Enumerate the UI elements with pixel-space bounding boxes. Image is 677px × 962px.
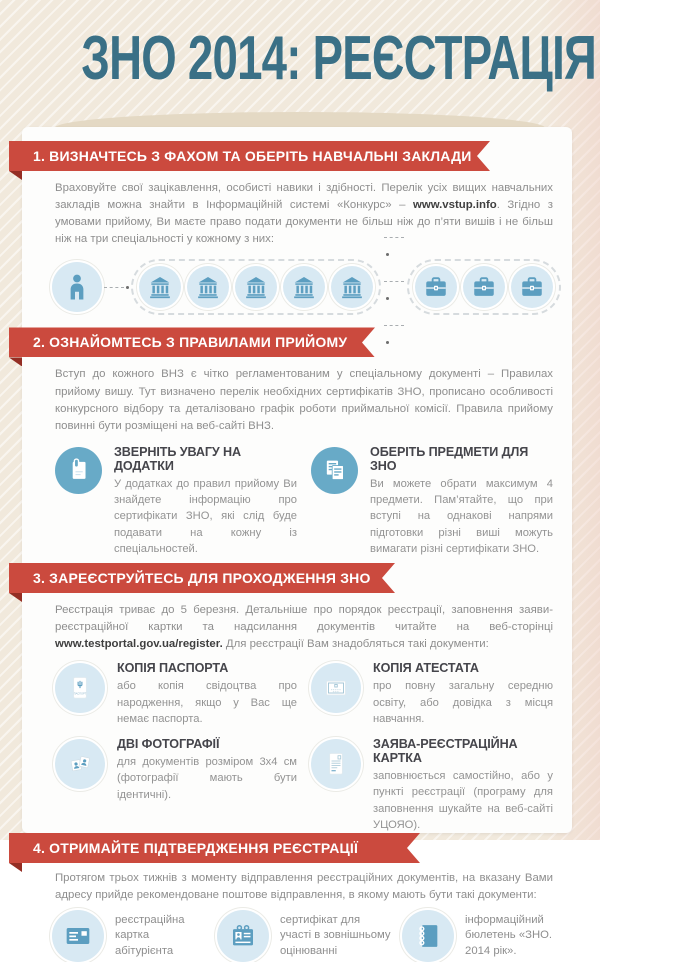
tip-text: Ви можете обрати максимум 4 предмети. Пам’ятайте, що при вступі на однакові напрями підготовки різні виші можуть вимагати різні сертифікати ЗНО.: [370, 477, 553, 555]
registration-card-icon: [62, 920, 94, 952]
document-text: для документів розміром 3х4 см (фотографії мають бути ідентичні).: [117, 756, 297, 801]
dashed-line-row: [384, 313, 404, 349]
document-item: [55, 661, 297, 727]
section-4-paragraph: Протягом трьох тижнів з моменту відправлення реєстраційних документів, на вказану Вами адресу прийде рекомендоване поштове відправлення, в якому мають бути такі документи:: [55, 872, 553, 902]
application-form-icon: [321, 749, 351, 779]
document-title: ЗАЯВА-РЕЄСТРАЦІЙНА КАРТКА: [373, 737, 518, 766]
required-documents: [55, 661, 553, 833]
document-item: [311, 661, 553, 727]
section-2-ribbon: [9, 327, 375, 357]
document-title: КОПІЯ ПАСПОРТА: [117, 661, 229, 676]
university-icon: [339, 274, 365, 300]
section-1-paragraph: [55, 180, 553, 248]
document-icon-circle: [311, 739, 361, 789]
dashed-line: [384, 281, 404, 282]
person-icon: [62, 272, 92, 302]
applicant-circle: [52, 262, 102, 312]
page-title-text: ЗНО 2014: РЕЄСТРАЦІЯ: [81, 23, 597, 93]
confirmation-item: [402, 910, 556, 962]
document-item: [55, 737, 297, 833]
confirmation-text: сертифікат для участі в зовнішньому оцінюванні: [280, 913, 391, 958]
page-title: [0, 22, 600, 91]
tip-text: У додатках до правил прийому Ви знайдете інформацію про сертифікати ЗНО, які слід буде подавати на кожну із спеціальностей.: [114, 477, 297, 555]
briefcase-icon: [519, 274, 545, 300]
university-circle: [283, 266, 325, 308]
universities-group: [131, 259, 381, 315]
university-icon: [243, 274, 269, 300]
section-3-ribbon: [9, 563, 395, 593]
document-icon-circle: [55, 739, 105, 789]
document-body: [117, 661, 297, 727]
dashed-line-row: [384, 225, 404, 261]
connector-dot: [386, 297, 389, 300]
specialties-group: [407, 259, 561, 315]
section-1-heading: 1. ВИЗНАЧТЕСЬ З ФАХОМ ТА ОБЕРІТЬ НАВЧАЛЬНІ ЗАКЛАДИ: [33, 148, 472, 164]
vstup-link[interactable]: www.vstup.info: [412, 199, 497, 212]
bulletin-icon: [412, 920, 444, 952]
section-3-paragraph: [55, 602, 553, 653]
tip-title: ОБЕРІТЬ ПРЕДМЕТИ ДЛЯ ЗНО: [370, 444, 529, 473]
confirmation-item: [217, 910, 394, 962]
attachment-icon: [65, 456, 93, 484]
document-icon-circle: [55, 663, 105, 713]
application-flow-diagram: [52, 255, 558, 319]
university-circle: [187, 266, 229, 308]
briefcase-icon: [471, 274, 497, 300]
tip-icon-circle: [55, 447, 102, 494]
connector-dot: [386, 253, 389, 256]
tip-item: [55, 445, 297, 557]
confirmation-documents: [52, 910, 556, 962]
briefcase-icon: [423, 274, 449, 300]
paragraph-text: . Згідно з умовами прийому, Ви маєте право подати документи не більш ніж до п’яти вишів і не більш ніж на три спеціальності у кожному з них:: [55, 199, 553, 246]
confirmation-icon-circle: [217, 910, 269, 962]
specialty-circle: [511, 266, 553, 308]
document-text: заповнюється самостійно, або у пункті реєстрації (програму для заповнення шукайте на веб-сайті УЦОЯО).: [373, 770, 553, 831]
documents-icon: [321, 456, 349, 484]
confirmation-icon-circle: [52, 910, 104, 962]
document-title: ДВІ ФОТОГРАФІЇ: [117, 737, 220, 752]
flow-connector-triple: [384, 225, 404, 349]
diploma-icon: [321, 673, 351, 703]
flow-connector: [104, 286, 129, 289]
ribbon-fold: [9, 863, 22, 872]
document-title: КОПІЯ АТЕСТАТА: [373, 661, 479, 676]
section-4-ribbon: [9, 833, 420, 863]
specialty-circle: [415, 266, 457, 308]
document-text: про повну загальну середню освіту, або довідка з місця навчання.: [373, 680, 553, 725]
dashed-line: [384, 237, 404, 238]
photos-icon: [65, 749, 95, 779]
ribbon-fold: [9, 593, 22, 602]
ribbon-fold: [9, 357, 22, 366]
university-icon: [291, 274, 317, 300]
paragraph-text: Реєстрація триває до 5 березня. Детальніше про порядок реєстрації, заповнення заяви-реєстраційної картки та надсилання документів читайте на веб-сторінці: [55, 604, 553, 634]
participation-certificate-icon: [227, 920, 259, 952]
passport-icon: [65, 673, 95, 703]
paragraph-text: Враховуйте свої зацікавлення, особисті навики і здібності. Перелік усіх вищих навчальних закладів можна знайти в Інформаційній системі «Конкурс» –: [55, 182, 553, 212]
content-card: [22, 127, 572, 958]
section-4-heading: 4. ОТРИМАЙТЕ ПІДТВЕРДЖЕННЯ РЕЄСТРАЦІЇ: [33, 840, 359, 857]
dashed-line: [104, 287, 124, 288]
university-icon: [195, 274, 221, 300]
university-circle: [331, 266, 373, 308]
confirmation-item: [52, 910, 209, 962]
document-item: [311, 737, 553, 833]
tip-icon-circle: [311, 447, 358, 494]
specialty-circle: [463, 266, 505, 308]
document-text: або копія свідоцтва про народження, якщо у Вас ще немає паспорта.: [117, 680, 297, 725]
university-circle: [139, 266, 181, 308]
document-body: [373, 737, 553, 833]
tip-body: [114, 445, 297, 557]
paragraph-text: Для реєстрації Вам знадобляться такі документи:: [222, 638, 489, 651]
tip-body: [370, 445, 553, 557]
confirmation-text: реєстраційна картка абітурієнта: [115, 913, 185, 958]
testportal-link[interactable]: www.testportal.gov.ua/register.: [55, 638, 223, 651]
document-icon-circle: [311, 663, 361, 713]
section-2-paragraph: Вступ до кожного ВНЗ є чітко регламентованим у спеціальному документі – Правилах прийому вишу. Тут визначено перелік необхідних сертифікатів ЗНО, прописано особливості конкурсного відбору та деталізовано графік роботи приймальної комісії. Правила прийому повинні бути розміщені на веб-сайті ВНЗ.: [55, 368, 553, 432]
svg-text:ПАСПОРТ: ПАСПОРТ: [73, 692, 87, 696]
confirmation-text: інформаційний бюлетень «ЗНО. 2014 рік».: [465, 913, 553, 958]
section-3-heading: 3. ЗАРЕЄСТРУЙТЕСЬ ДЛЯ ПРОХОДЖЕННЯ ЗНО: [33, 570, 371, 587]
confirmation-icon-circle: [402, 910, 454, 962]
dashed-line-row: [384, 269, 404, 305]
connector-dot: [386, 341, 389, 344]
document-body: [117, 737, 297, 803]
university-icon: [147, 274, 173, 300]
dashed-line: [384, 325, 404, 326]
document-body: [373, 661, 553, 727]
rules-tips: [55, 445, 553, 557]
section-1-ribbon: [9, 141, 490, 171]
ribbon-fold: [9, 171, 22, 180]
connector-dot: [126, 286, 129, 289]
tip-item: [311, 445, 553, 557]
section-2-heading: 2. ОЗНАЙОМТЕСЬ З ПРАВИЛАМИ ПРИЙОМУ: [33, 334, 348, 351]
university-circle: [235, 266, 277, 308]
tip-title: ЗВЕРНІТЬ УВАГУ НА ДОДАТКИ: [114, 444, 241, 473]
